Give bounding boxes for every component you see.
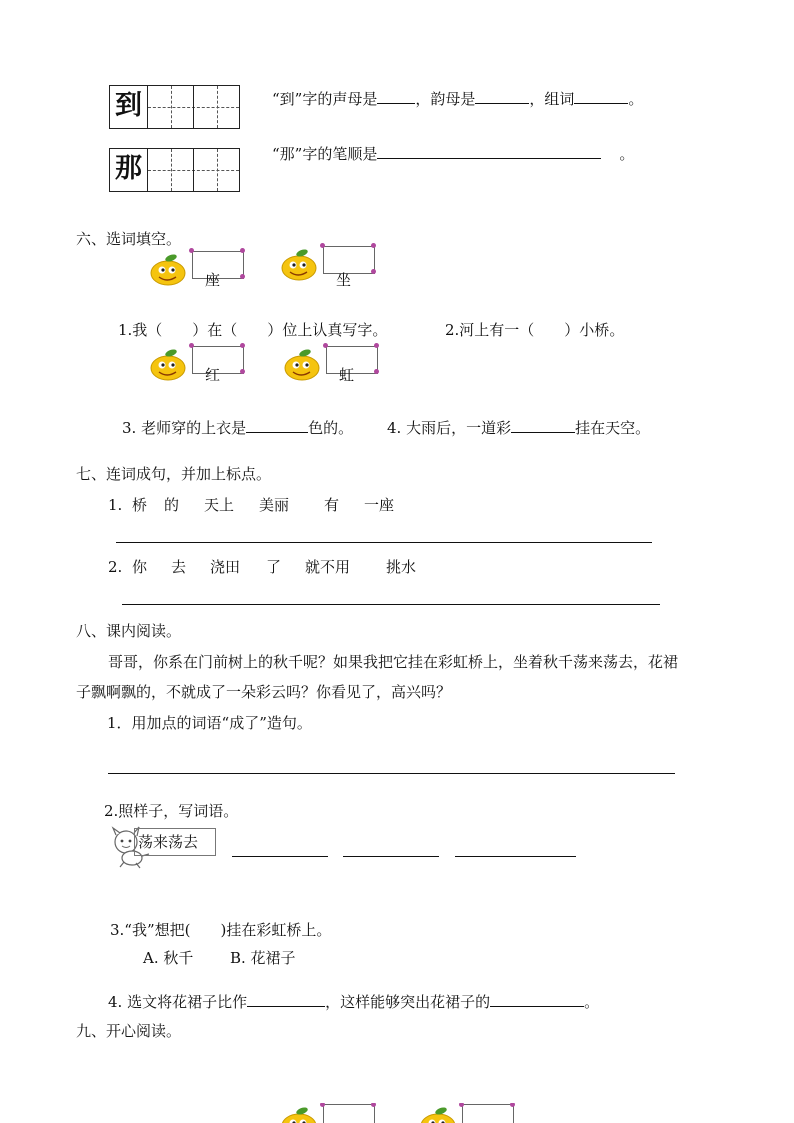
corner-dot [240, 274, 245, 279]
section7-heading: 七、连词成句，并加上标点。 [76, 465, 272, 483]
answer-blank[interactable] [511, 417, 575, 433]
word-chip: 有 [324, 496, 340, 514]
section8-q1: 1．用加点的词语“成了”造句。 [107, 714, 312, 732]
answer-blank[interactable] [246, 417, 308, 433]
answer-blank[interactable] [574, 88, 628, 104]
word-chip: 了 [266, 558, 282, 576]
card-word: 坐 [336, 271, 352, 289]
answer-blank[interactable] [475, 88, 529, 104]
section9-heading: 九、开心阅读。 [76, 1022, 182, 1040]
na-question: “那”字的笔顺是 。 [272, 145, 635, 163]
word-chip: 浇田 [210, 558, 241, 576]
example-word-box: 荡来荡去 [134, 828, 216, 856]
word-card-partial [418, 1103, 518, 1123]
fruit-face-icon [279, 247, 323, 281]
corner-dot [371, 243, 376, 248]
corner-dot [374, 369, 379, 374]
passage-line: 子飘啊飘的，不就成了一朵彩云吗？你看见了，高兴吗？ [76, 683, 452, 701]
passage-line: 哥哥，你系在门前树上的秋千呢？如果我把它挂在彩虹桥上，坐着秋千荡来荡去，花裙 [108, 653, 679, 671]
grid-character: 那 [110, 149, 148, 191]
word-card-zuo2 [279, 245, 379, 289]
section6-q3: 3. 老师穿的上衣是 色的。 [122, 419, 354, 437]
corner-dot [374, 343, 379, 348]
dao-question: “到”字的声母是 ，韵母是 ，组词 。 [272, 90, 644, 108]
word-chip: 去 [171, 558, 187, 576]
word-card-hong1 [148, 345, 248, 385]
word-chip: 美丽 [259, 496, 290, 514]
fruit-face-icon [418, 1105, 462, 1123]
corner-dot [371, 1103, 376, 1107]
section7-q1-num: 1. [108, 496, 123, 514]
word-card-zuo1 [148, 250, 248, 290]
grid-dash-vertical [171, 149, 172, 191]
corner-dot [240, 248, 245, 253]
word-chip: 的 [164, 496, 180, 514]
corner-dot [510, 1103, 515, 1107]
word-chip: 一座 [364, 496, 395, 514]
fruit-face-icon [148, 347, 192, 381]
answer-blank[interactable] [490, 991, 584, 1007]
fruit-face-icon [282, 347, 326, 381]
word-chip: 挑水 [386, 558, 417, 576]
card-word: 红 [205, 366, 221, 384]
answer-blank[interactable] [377, 143, 601, 159]
corner-dot [371, 269, 376, 274]
corner-dot [320, 243, 325, 248]
answer-blank[interactable] [247, 991, 325, 1007]
option-b[interactable]: B. 花裙子 [230, 949, 296, 967]
grid-dash-vertical [217, 86, 218, 128]
word-chip: 天上 [204, 496, 235, 514]
word-chip: 你 [132, 558, 148, 576]
section8-heading: 八、课内阅读。 [76, 622, 182, 640]
answer-line[interactable] [343, 856, 439, 857]
section6-q1: 1.我（ ）在（ ）位上认真写字。 [118, 321, 388, 339]
grid-dash-vertical [171, 86, 172, 128]
answer-line[interactable] [108, 773, 675, 774]
word-chip: 就不用 [305, 558, 351, 576]
answer-box[interactable] [462, 1104, 514, 1123]
answer-line[interactable] [455, 856, 576, 857]
section7-q2-num: 2. [108, 558, 123, 576]
card-word: 虹 [339, 366, 355, 384]
answer-box[interactable] [323, 1104, 375, 1123]
char-grid-na [109, 148, 240, 192]
answer-blank[interactable] [377, 88, 415, 104]
section6-q2: 2.河上有一（ ）小桥。 [445, 321, 625, 339]
corner-dot [189, 248, 194, 253]
char-grid-dao [109, 85, 240, 129]
corner-dot [240, 369, 245, 374]
word-card-hong2 [282, 345, 382, 385]
corner-dot [189, 343, 194, 348]
section6-heading: 六、选词填空。 [76, 230, 182, 248]
answer-line[interactable] [122, 604, 660, 605]
grid-dash-vertical [217, 149, 218, 191]
answer-line[interactable] [116, 542, 652, 543]
card-word: 座 [205, 271, 221, 289]
section8-q2: 2.照样子，写词语。 [104, 802, 239, 820]
fruit-face-icon [148, 252, 192, 286]
corner-dot [240, 343, 245, 348]
section8-q3: 3.“我”想把( )挂在彩虹桥上。 [110, 921, 332, 939]
fruit-face-icon [279, 1105, 323, 1123]
word-card-partial [279, 1103, 379, 1123]
section8-q4: 4. 选文将花裙子比作 ，这样能够突出花裙子的 。 [108, 993, 600, 1011]
corner-dot [323, 343, 328, 348]
option-a[interactable]: A. 秋千 [143, 949, 194, 967]
section6-q4: 4. 大雨后，一道彩 挂在天空。 [387, 419, 651, 437]
answer-line[interactable] [232, 856, 328, 857]
grid-character: 到 [110, 86, 148, 128]
word-chip: 桥 [132, 496, 148, 514]
